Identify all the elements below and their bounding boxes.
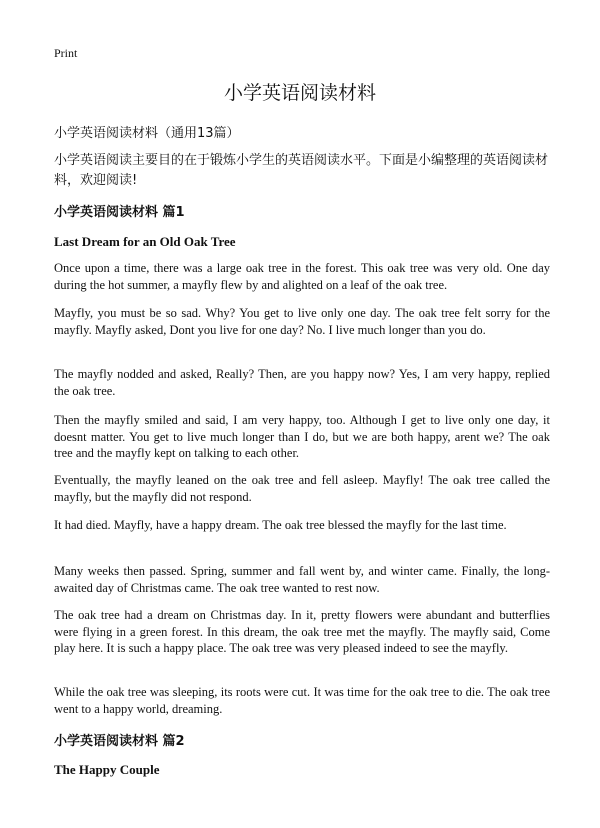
story-title-2: The Happy Couple [54,762,160,777]
story-paragraph-5: Eventually, the mayfly leaned on the oak tree and fell asleep. Mayfly! The oak tree called the mayfly, but the mayfly did not respond. [54,473,550,504]
story-paragraph-1: Once upon a time, there was a large oak tree in the forest. This oak tree was very old. One day during the hot summer, a mayfly flew by and alighted on a leaf of the oak tree. [54,261,550,292]
page-title: 小学英语阅读材料 [223,82,376,104]
story-paragraph-4: Then the mayfly smiled and said, I am very happy, too. Although I get to live only one day, it doesnt matter. You get to live much longer than I do, but we are both happy, arent we? The oak tree and the mayfly kept on talking to each other. [54,413,550,460]
story-paragraph-3: The mayfly nodded and asked, Really? Then, are you happy now? Yes, I am very happy, replied the oak tree. [54,367,550,398]
story-paragraph-7: Many weeks then passed. Spring, summer and fall went by, and winter came. Finally, the long-awaited day of Christmas came. The oak tree wanted to rest now. [54,564,550,595]
print-label[interactable]: Print [54,46,78,60]
section-heading-1: 小学英语阅读材料 篇1 [54,205,185,220]
section-heading-2: 小学英语阅读材料 篇2 [54,734,185,749]
story-paragraph-6: It had died. Mayfly, have a happy dream. The oak tree blessed the mayfly for the last time. [54,518,507,532]
document-subtitle: 小学英语阅读材料（通用13篇） [54,126,240,141]
story-paragraph-8: The oak tree had a dream on Christmas day. In it, pretty flowers were abundant and butterflies were flying in a green forest. In this dream, the oak tree met the mayfly. The mayfly said, Come play here. It is such a happy place. The oak tree was very pleased indeed to see the mayfly. [54,608,550,655]
story-title-1: Last Dream for an Old Oak Tree [54,234,236,249]
story-paragraph-2: Mayfly, you must be so sad. Why? You get to live only one day. The oak tree felt sorry for the mayfly. Mayfly asked, Dont you live for one day? No. I live much longer than you do. [54,306,550,337]
story-paragraph-9: While the oak tree was sleeping, its roots were cut. It was time for the oak tree to die. The oak tree went to a happy world, dreaming. [54,685,550,716]
intro-paragraph: 小学英语阅读主要目的在于锻炼小学生的英语阅读水平。下面是小编整理的英语阅读材料，欢迎阅读! [54,153,549,188]
